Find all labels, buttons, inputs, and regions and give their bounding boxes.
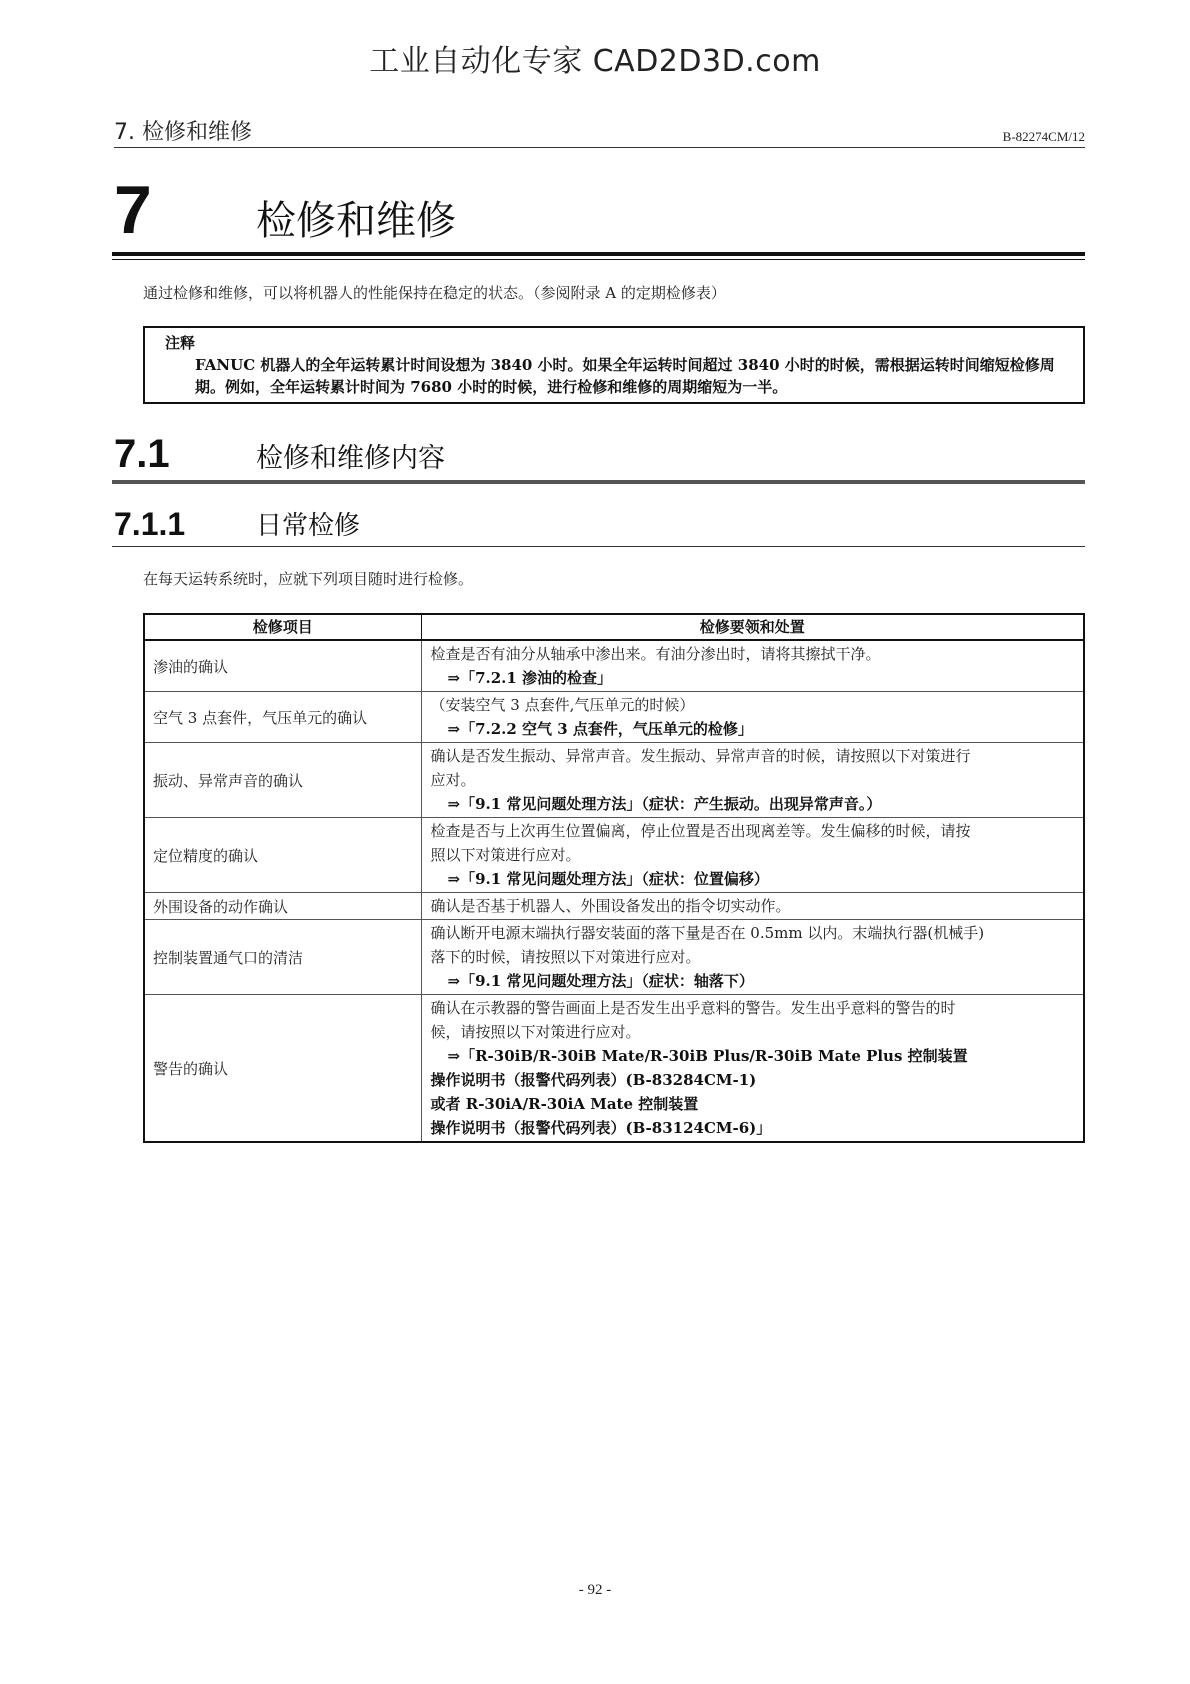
item-cell: 警告的确认 [144, 995, 421, 1143]
reference-continuation: 操作说明书（报警代码列表）(B-83124CM-6)」 [430, 1119, 772, 1137]
table-row [144, 743, 1084, 818]
reference-link: ⇒「7.2.1 渗油的检查」 [447, 669, 613, 687]
reference-link: ⇒「9.1 常见问题处理方法」（症状：位置偏移） [447, 870, 769, 888]
reference-link: ⇒「9.1 常见问题处理方法」（症状：产生振动。出现异常声音。） [447, 795, 882, 813]
chapter-number: 7 [114, 172, 152, 248]
action-line: 确认断开电源末端执行器安装面的落下量是否在 0.5mm 以内。末端执行器(机械手) [430, 924, 985, 942]
table-row [144, 818, 1084, 893]
note-label: 注释 [165, 334, 196, 352]
item-cell: 外围设备的动作确认 [144, 893, 421, 920]
item-cell: 定位精度的确认 [144, 818, 421, 893]
watermark: 工业自动化专家 CAD2D3D.com [369, 44, 821, 79]
column-header-action: 检修要领和处置 [421, 614, 1084, 640]
action-line: 候，请按照以下对策进行应对。 [430, 1023, 641, 1041]
chapter-rule [112, 252, 1085, 256]
action-cell [421, 692, 1084, 743]
note-box [143, 326, 1085, 404]
subsection-rule [112, 546, 1085, 547]
running-header [114, 120, 1085, 148]
item-cell: 渗油的确认 [144, 640, 421, 692]
action-cell [421, 818, 1084, 893]
action-line: 确认在示教器的警告画面上是否发生出乎意料的警告。发生出乎意料的警告的时 [430, 999, 956, 1017]
action-cell [421, 640, 1084, 692]
lead-paragraph: 在每天运转系统时，应就下列项目随时进行检修。 [143, 570, 474, 588]
chapter-title: 检修和维修 [256, 198, 456, 244]
action-cell [421, 743, 1084, 818]
note-text: FANUC 机器人的全年运转累计时间设想为 3840 小时。如果全年运转时间超过 3840 小时的时候，需根据运转时间缩短检修周期。例如，全年运转累计时间为 7680 小时的时候，进行检修和维修的周期缩短为一半。 [195, 356, 1055, 396]
reference-continuation: 或者 R-30iA/R-30iA Mate 控制装置 [430, 1095, 699, 1113]
action-line: 应对。 [430, 771, 476, 789]
item-cell: 空气 3 点套件，气压单元的确认 [144, 692, 421, 743]
table-row [144, 640, 1084, 692]
section-heading-7-1-1 [112, 506, 1085, 548]
action-line: 检查是否与上次再生位置偏离，停止位置是否出现离差等。发生偏移的时候，请按 [430, 822, 971, 840]
table-row [144, 893, 1084, 920]
action-line: 照以下对策进行应对。 [430, 846, 581, 864]
page-number: - 92 - [578, 1582, 612, 1598]
subsection-title: 日常检修 [256, 511, 361, 541]
chapter-rule-thin [112, 259, 1085, 260]
action-line: 检查是否有油分从轴承中渗出来。有油分渗出时，请将其擦拭干净。 [430, 645, 881, 663]
subsection-number: 7.1.1 [114, 506, 186, 542]
reference-link: ⇒「9.1 常见问题处理方法」（症状：轴落下） [447, 972, 754, 990]
reference-continuation: 操作说明书（报警代码列表）(B-83284CM-1) [430, 1071, 757, 1089]
section-heading-7-1 [112, 432, 1085, 484]
reference-link: ⇒「R-30iB/R-30iB Mate/R-30iB Plus/R-30iB Mate Plus 控制装置 [447, 1047, 968, 1065]
table-row [144, 692, 1084, 743]
action-line: 确认是否基于机器人、外围设备发出的指令切实动作。 [430, 897, 791, 915]
document-code: B-82274CM/12 [1002, 129, 1085, 144]
table-header-row [144, 614, 1084, 640]
item-cell: 振动、异常声音的确认 [144, 743, 421, 818]
action-line: （安装空气 3 点套件,气压单元的时候） [430, 696, 695, 714]
column-header-item: 检修项目 [144, 614, 421, 640]
section-number: 7.1 [114, 432, 170, 476]
action-cell [421, 893, 1084, 920]
item-cell: 控制装置通气口的清洁 [144, 920, 421, 995]
running-header-chapter: 7. 检修和维修 [114, 120, 252, 145]
intro-paragraph: 通过检修和维修，可以将机器人的性能保持在稳定的状态。（参阅附录 A 的定期检修表） [143, 284, 726, 302]
action-cell [421, 920, 1084, 995]
action-line: 落下的时候，请按照以下对策进行应对。 [430, 948, 701, 966]
reference-link: ⇒「7.2.2 空气 3 点套件，气压单元的检修」 [447, 720, 753, 738]
action-cell [421, 995, 1084, 1143]
action-line: 确认是否发生振动、异常声音。发生振动、异常声音的时候，请按照以下对策进行 [430, 747, 971, 765]
inspection-table [143, 613, 1085, 1143]
section-title: 检修和维修内容 [256, 443, 445, 474]
table-row [144, 920, 1084, 995]
table-row [144, 995, 1084, 1143]
chapter-heading [112, 168, 1085, 264]
section-rule [112, 480, 1085, 484]
